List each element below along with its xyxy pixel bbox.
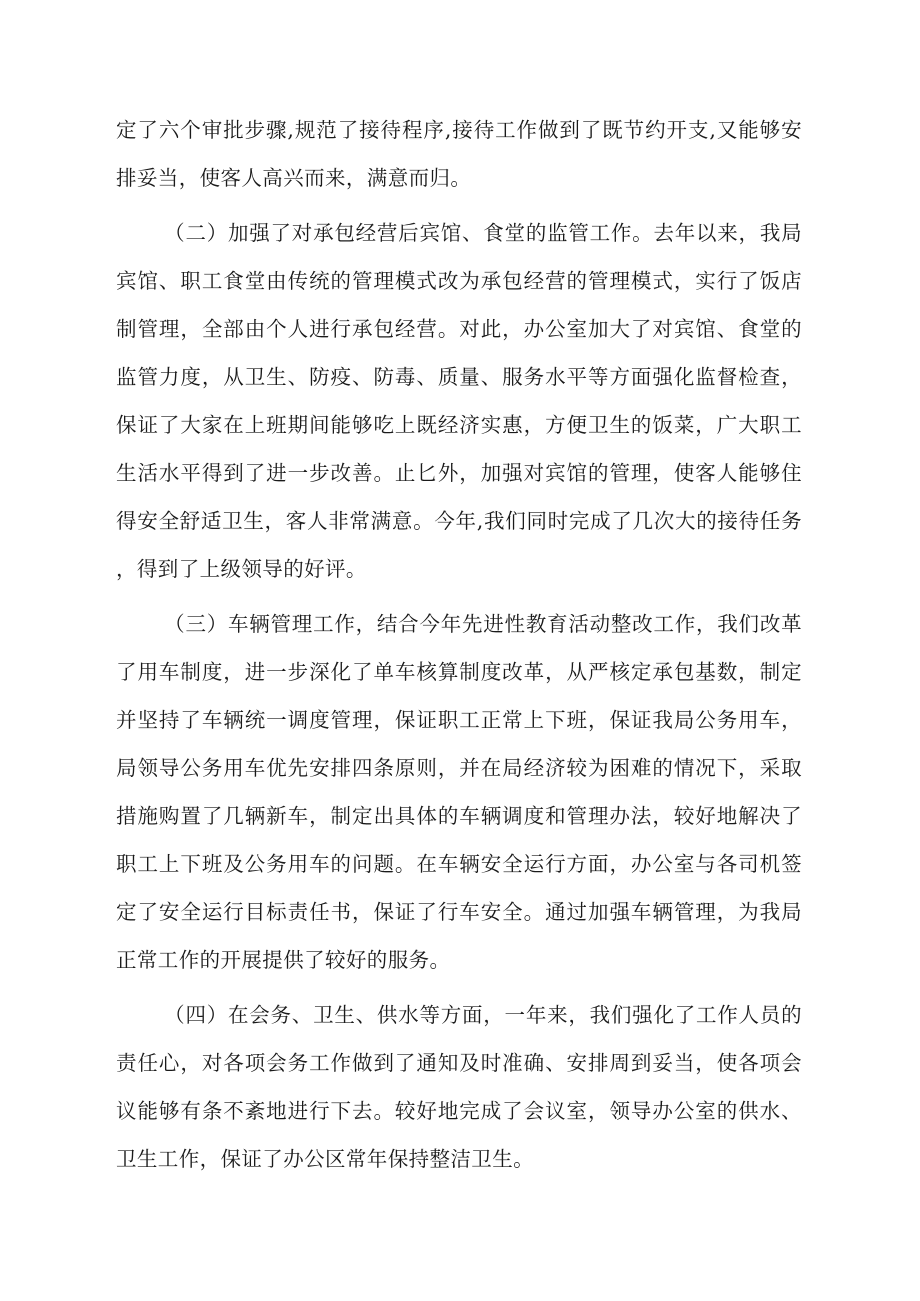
paragraph-meetings-hygiene-water: （四）在会务、卫生、供水等方面，一年来，我们强化了工作人员的责任心，对各项会务工作做到了通知及时准确、安排周到妥当，使各项会议能够有条不紊地进行下去。较好地完成了会议室，领导办公室的供水、卫生工作，保证了办公区常年保持整洁卫生。 <box>116 1003 802 1171</box>
paragraph-reception-continued: 定了六个审批步骤,规范了接待程序,接待工作做到了既节约开支,又能够安排妥当，使客人高兴而来，满意而归。 <box>116 118 802 190</box>
paragraph-vehicle-management: （三）车辆管理工作，结合今年先进性教育活动整改工作，我们改革了用车制度，进一步深化了单车核算制度改革，从严核定承包基数，制定并坚持了车辆统一调度管理，保证职工正常上下班，保证我局公务用车，局领导公务用车优先安排四条原则，并在局经济较为困难的情况下，采取措施购置了几辆新车，制定出具体的车辆调度和管理办法，较好地解决了职工上下班及公务用车的问题。在车辆安全运行方面，办公室与各司机签定了安全运行目标责任书，保证了行车安全。通过加强车辆管理，为我局正常工作的开展提供了较好的服务。 <box>116 612 802 972</box>
document-body <box>116 106 802 1190</box>
paragraph-hotel-canteen-supervision: （二）加强了对承包经营后宾馆、食堂的监管工作。去年以来，我局宾馆、职工食堂由传统的管理模式改为承包经营的管理模式，实行了饭店制管理，全部由个人进行承包经营。对此，办公室加大了对宾馆、食堂的监管力度，从卫生、防疫、防毒、质量、服务水平等方面强化监督检查，保证了大家在上班期间能够吃上既经济实惠，方便卫生的饭菜，广大职工生活水平得到了进一步改善。止匕外，加强对宾馆的管理，使客人能够住得安全舒适卫生，客人非常满意。今年,我们同时完成了几次大的接待任务，得到了上级领导的好评。 <box>116 221 802 581</box>
